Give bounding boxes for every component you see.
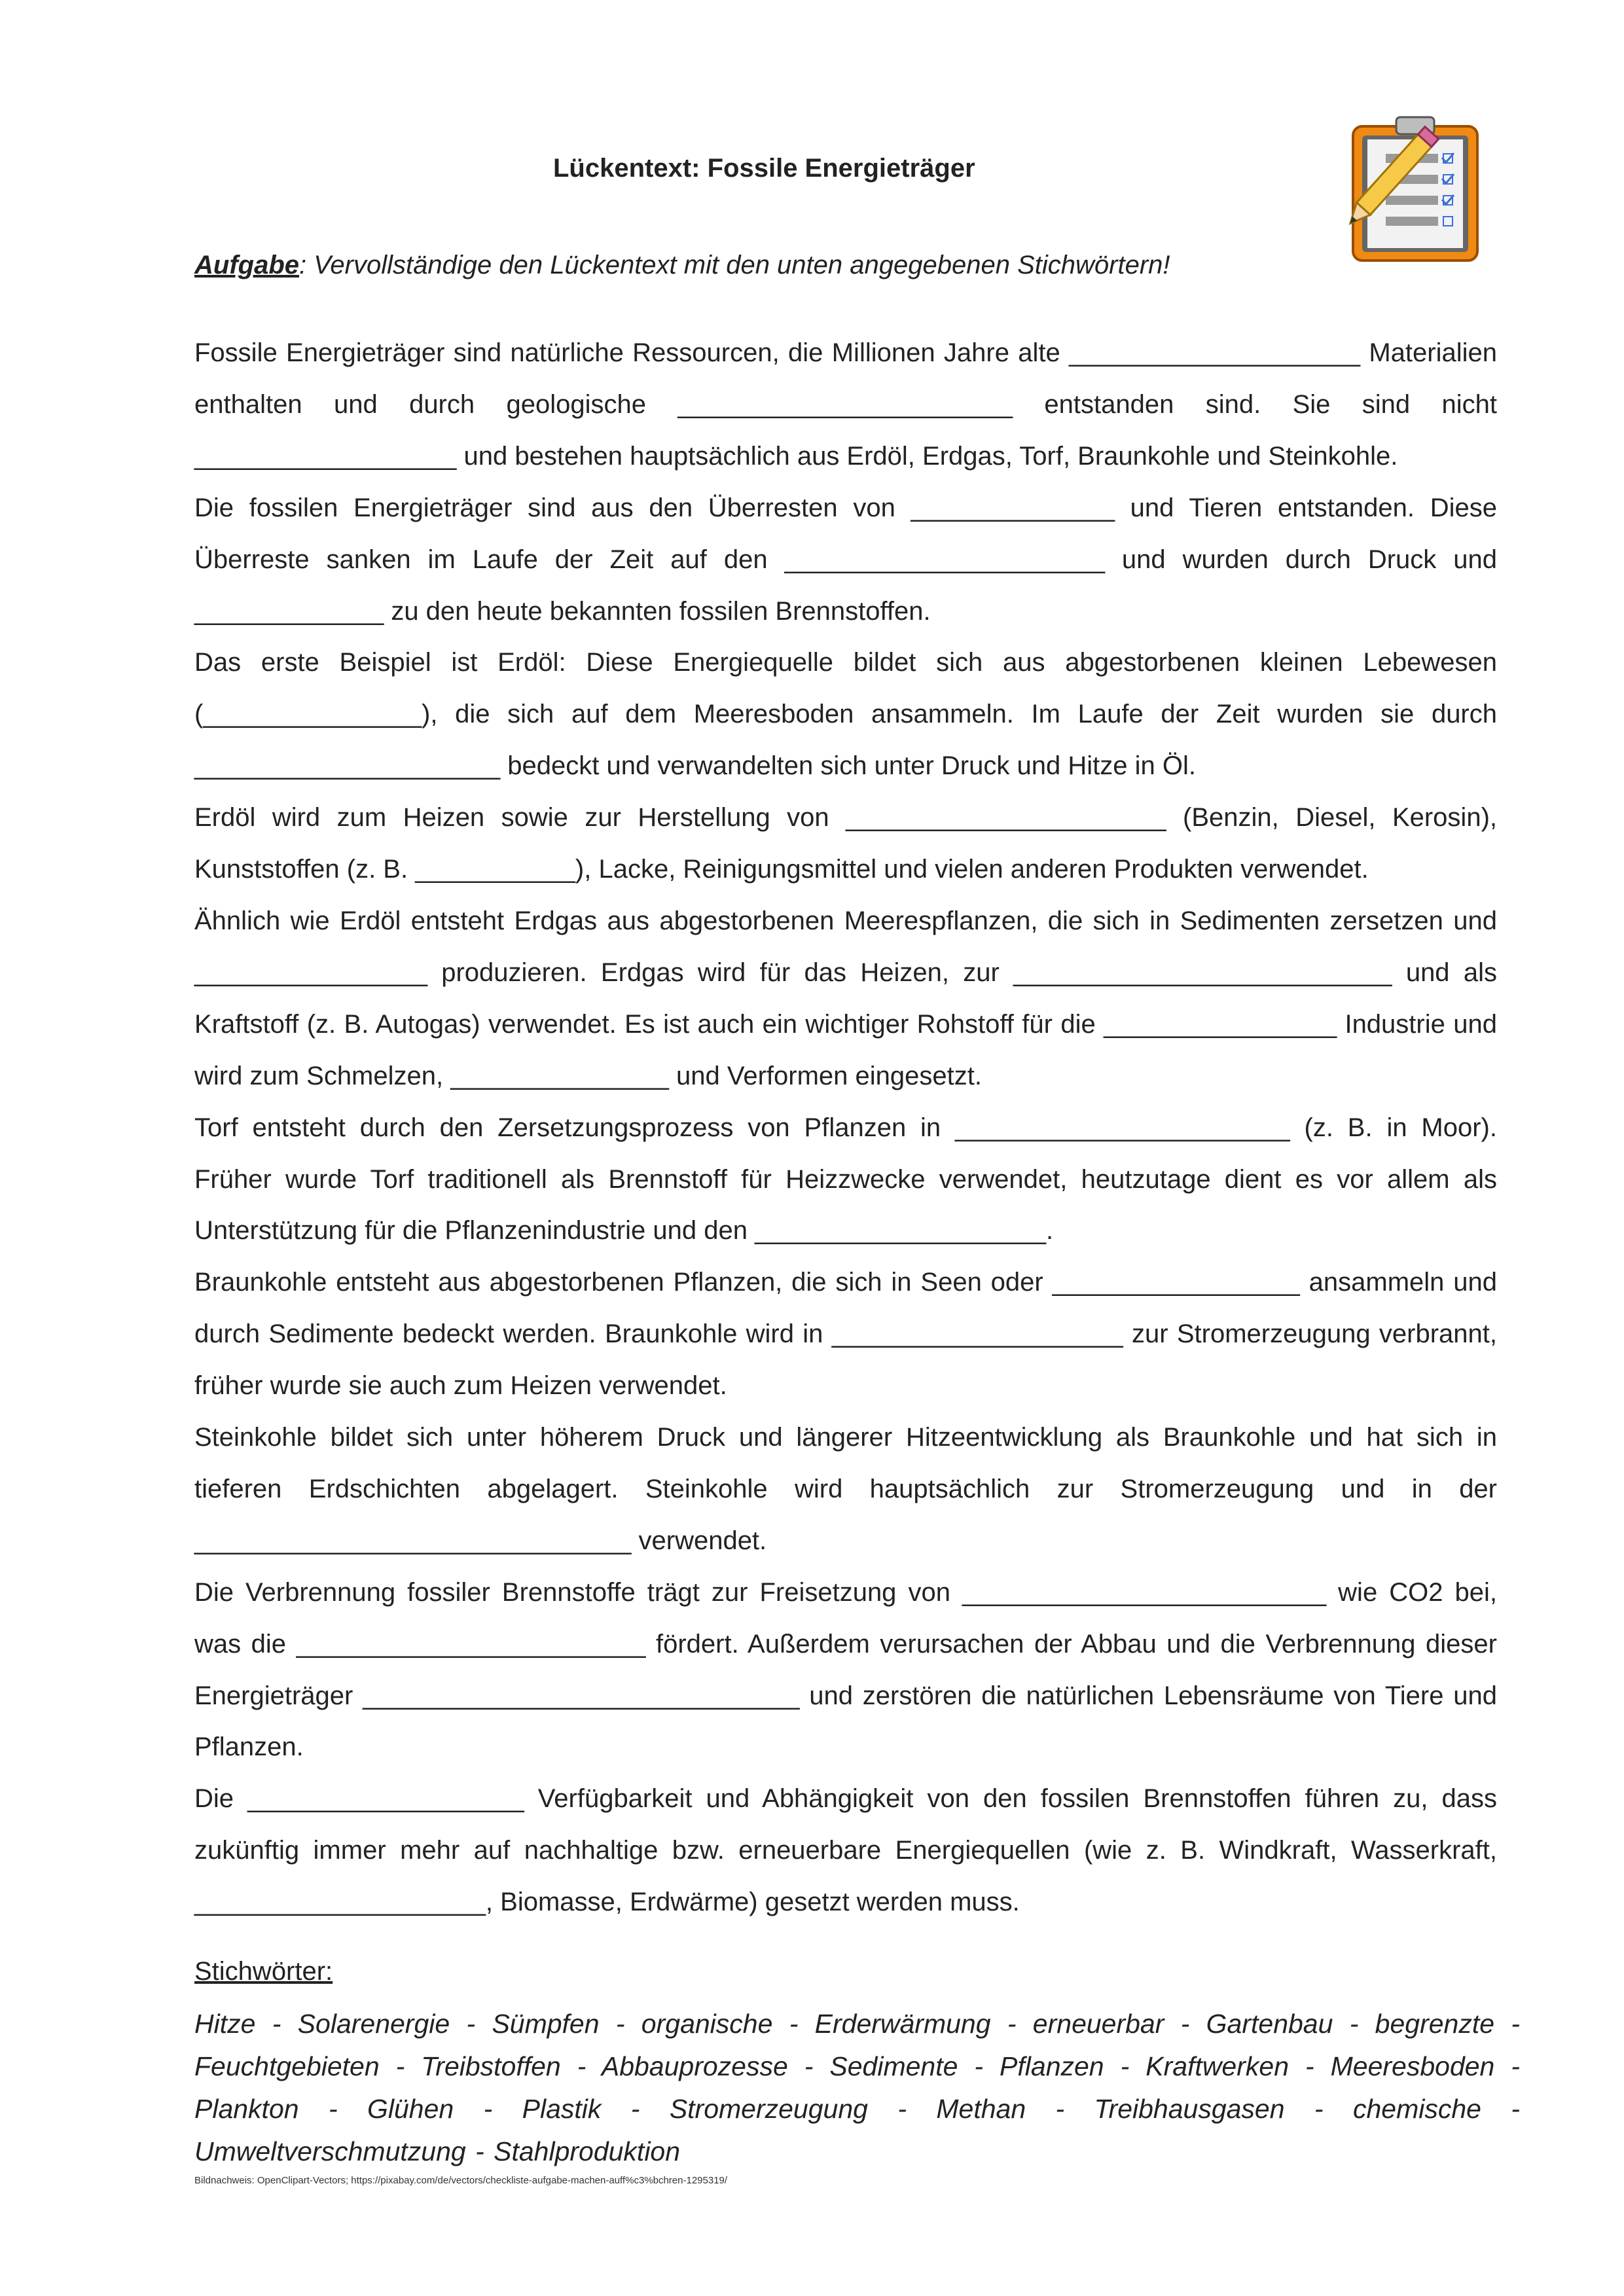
paragraph: Torf entsteht durch den Zersetzungsprozess von Pflanzen in _______________________ (z. B. in Moor). Früher wurde Torf traditionell als Brennstoff für Heizzwecke verwendet, heutzutage dient es vor allem als Unterstützung für die Pflanzenindustrie und den ____________________. [194, 1113, 1497, 1246]
cloze-text [194, 327, 1497, 1928]
paragraph: Das erste Beispiel ist Erdöl: Diese Energiequelle bildet sich aus abgestorbenen kleinen Lebewesen (_______________), die sich auf dem Meeresboden ansammeln. Im Laufe der Zeit wurden sie durch _____________________ bedeckt und verwandelten sich unter Druck und Hitze in Öl. [194, 648, 1497, 781]
paragraph: Steinkohle bildet sich unter höherem Druck und längerer Hitzeentwicklung als Braunkohle und hat sich in tieferen Erdschichten abgelagert. Steinkohle wird hauptsächlich zur Stromerzeugung und in der ______________________________ verwendet. [194, 1423, 1497, 1555]
task-label: Aufgabe [194, 251, 299, 279]
clipboard-checklist-icon [1339, 115, 1489, 265]
keywords-list: Hitze - Solarenergie - Sümpfen - organische - Erderwärmung - erneuerbar - Gartenbau - begrenzte - Feuchtgebieten - Treibstoffen - Abbauprozesse - Sedimente - Pflanzen - Kraftwerken - Meeresboden - Plankton - Glühen - Plastik - Stromerzeugung - Methan - Treibhausgasen - chemische - Umweltverschmutzung - Stahlproduktion [194, 2009, 1520, 2166]
task-instruction [194, 251, 1438, 280]
page-title: Lückentext: Fossile Energieträger [553, 154, 975, 183]
task-text: : Vervollständige den Lückentext mit den unten angegebenen Stichwörtern! [299, 251, 1170, 279]
paragraph: Fossile Energieträger sind natürliche Ressourcen, die Millionen Jahre alte ____________________ Materialien enthalten und durch geologische _______________________ entstanden sind. Sie sind nicht __________________ und bestehen hauptsächlich aus Erdöl, Erdgas, Torf, Braunkohle und Steinkohle. [194, 338, 1497, 471]
image-credit: Bildnachweis: OpenClipart-Vectors; https://pixabay.com/de/vectors/checkliste-aufgabe-machen-auff%c3%bchren-1295319/ [194, 2175, 728, 2186]
paragraph: Die fossilen Energieträger sind aus den Überresten von ______________ und Tieren entstanden. Diese Überreste sanken im Laufe der Zeit auf den ______________________ und wurden durch Druck und _____________ zu den heute bekannten fossilen Brennstoffen. [194, 493, 1497, 626]
paragraph: Erdöl wird zum Heizen sowie zur Herstellung von ______________________ (Benzin, Diesel, Kerosin), Kunststoffen (z. B. ___________), Lacke, Reinigungsmittel und vielen anderen Produkten verwendet. [194, 803, 1497, 884]
paragraph: Die ___________________ Verfügbarkeit und Abhängigkeit von den fossilen Brennstoffen führen zu, dass zukünftig immer mehr auf nachhaltige bzw. erneuerbare Energiequellen (wie z. B. Windkraft, Wasserkraft, ____________________, Biomasse, Erdwärme) gesetzt werden muss. [194, 1784, 1497, 1917]
keywords-heading: Stichwörter: [194, 1957, 333, 1986]
paragraph: Die Verbrennung fossiler Brennstoffe trägt zur Freisetzung von _________________________ wie CO2 bei, was die ________________________ fördert. Außerdem verursachen der Abbau und die Verbrennung dieser Energieträger ______________________________ und zerstören die natürlichen Lebensräume von Tiere und Pflanzen. [194, 1577, 1497, 1762]
paragraph: Ähnlich wie Erdöl entsteht Erdgas aus abgestorbenen Meerespflanzen, die sich in Sedimenten zersetzen und ________________ produzieren. Erdgas wird für das Heizen, zur __________________________ und als Kraftstoff (z. B. Autogas) verwendet. Es ist auch ein wichtiger Rohstoff für die ________________ Industrie und wird zum Schmelzen, _______________ und Verformen eingesetzt. [194, 906, 1497, 1090]
paragraph: Braunkohle entsteht aus abgestorbenen Pflanzen, die sich in Seen oder _________________ ansammeln und durch Sedimente bedeckt werden. Braunkohle wird in ____________________ zur Stromerzeugung verbrannt, früher wurde sie auch zum Heizen verwendet. [194, 1268, 1497, 1401]
